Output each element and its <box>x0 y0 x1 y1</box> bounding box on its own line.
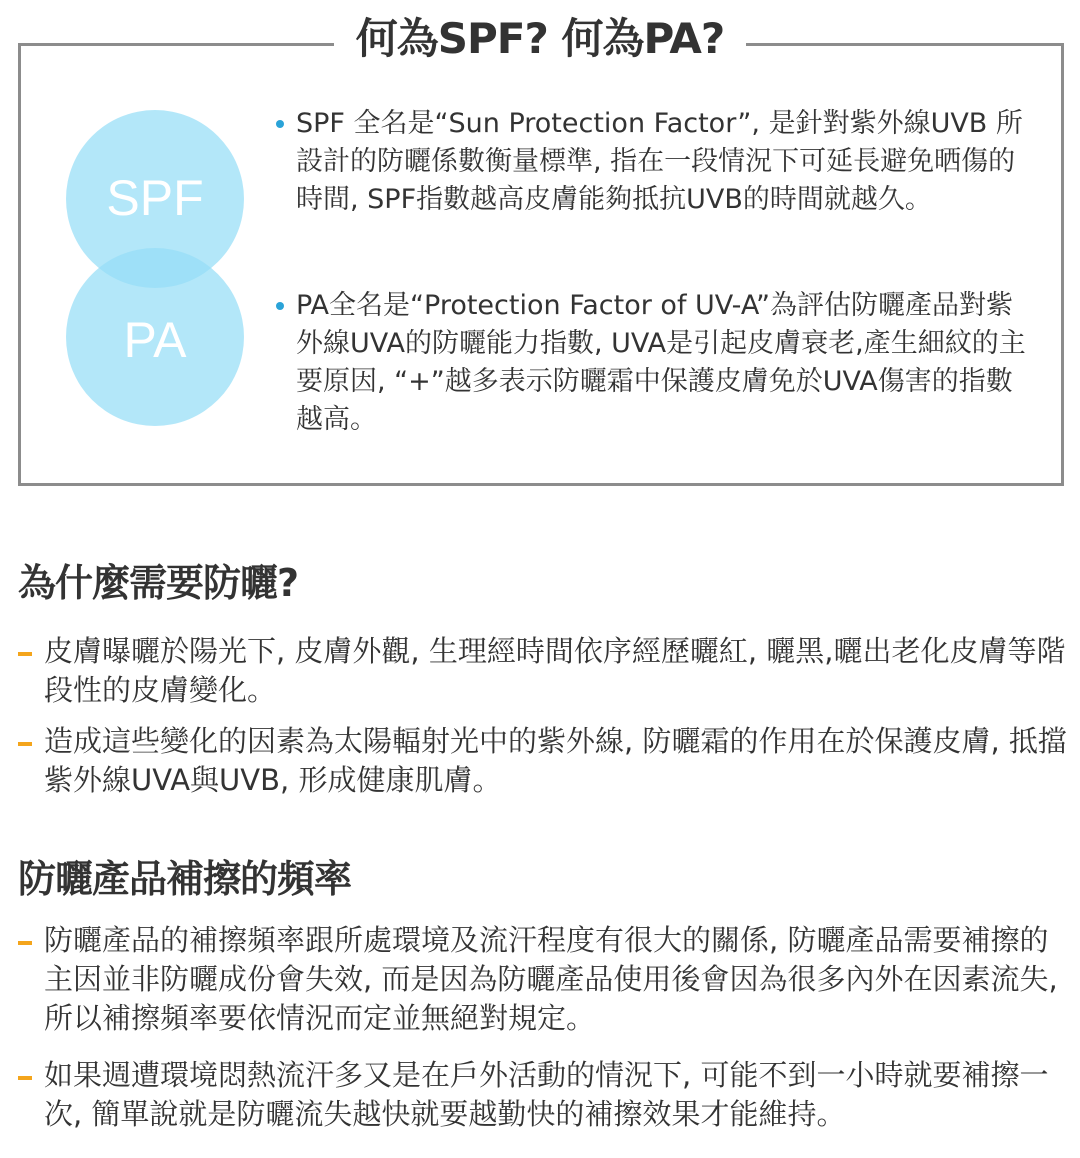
dash-icon <box>18 941 32 945</box>
pa-circle-label: PA <box>123 312 187 368</box>
section-heading-why-sunscreen: 為什麼需要防曬? <box>18 561 299 605</box>
list-item: 造成這些變化的因素為太陽輻射光中的紫外線, 防曬霜的作用在於保護皮膚, 抵擋紫外線UVA與UVB, 形成健康肌膚。 <box>44 724 1067 797</box>
list-item: 如果週遭環境悶熱流汗多又是在戶外活動的情況下, 可能不到一小時就要補擦一次, 簡單說就是防曬流失越快就要越勤快的補擦效果才能維持。 <box>44 1058 1049 1131</box>
bullet-icon <box>276 302 284 310</box>
bullet-icon <box>276 120 284 128</box>
list-item: 皮膚曝曬於陽光下, 皮膚外觀, 生理經時間依序經歷曬紅, 曬黑,曬出老化皮膚等階段性的皮膚變化。 <box>44 634 1066 707</box>
spf-definition: SPF 全名是“Sun Protection Factor”, 是針對紫外線UVB 所設計的防曬係數衡量標準, 指在一段情況下可延長避免晒傷的時間, SPF指數越高皮膚能夠抵抗UVB的時間就越久。 <box>296 108 1023 215</box>
dash-icon <box>18 742 32 746</box>
section-heading-reapply-frequency: 防曬產品補擦的頻率 <box>18 857 352 901</box>
dash-icon <box>18 652 32 656</box>
box-title: 何為SPF? 何為PA? <box>334 8 747 70</box>
spf-circle-label: SPF <box>106 170 204 226</box>
dash-icon <box>18 1076 32 1080</box>
pa-definition: PA全名是“Protection Factor of UV-A”為評估防曬產品對紫外線UVA的防曬能力指數, UVA是引起皮膚衰老,產生細紋的主要原因, “+”越多表示防曬霜中保護皮膚免於UVA傷害的指數越高。 <box>296 290 1026 435</box>
list-item: 防曬產品的補擦頻率跟所處環境及流汗程度有很大的關係, 防曬產品需要補擦的主因並非防曬成份會失效, 而是因為防曬產品使用後會因為很多內外在因素流失, 所以補擦頻率要依情況而定並無絕對規定。 <box>44 923 1058 1035</box>
